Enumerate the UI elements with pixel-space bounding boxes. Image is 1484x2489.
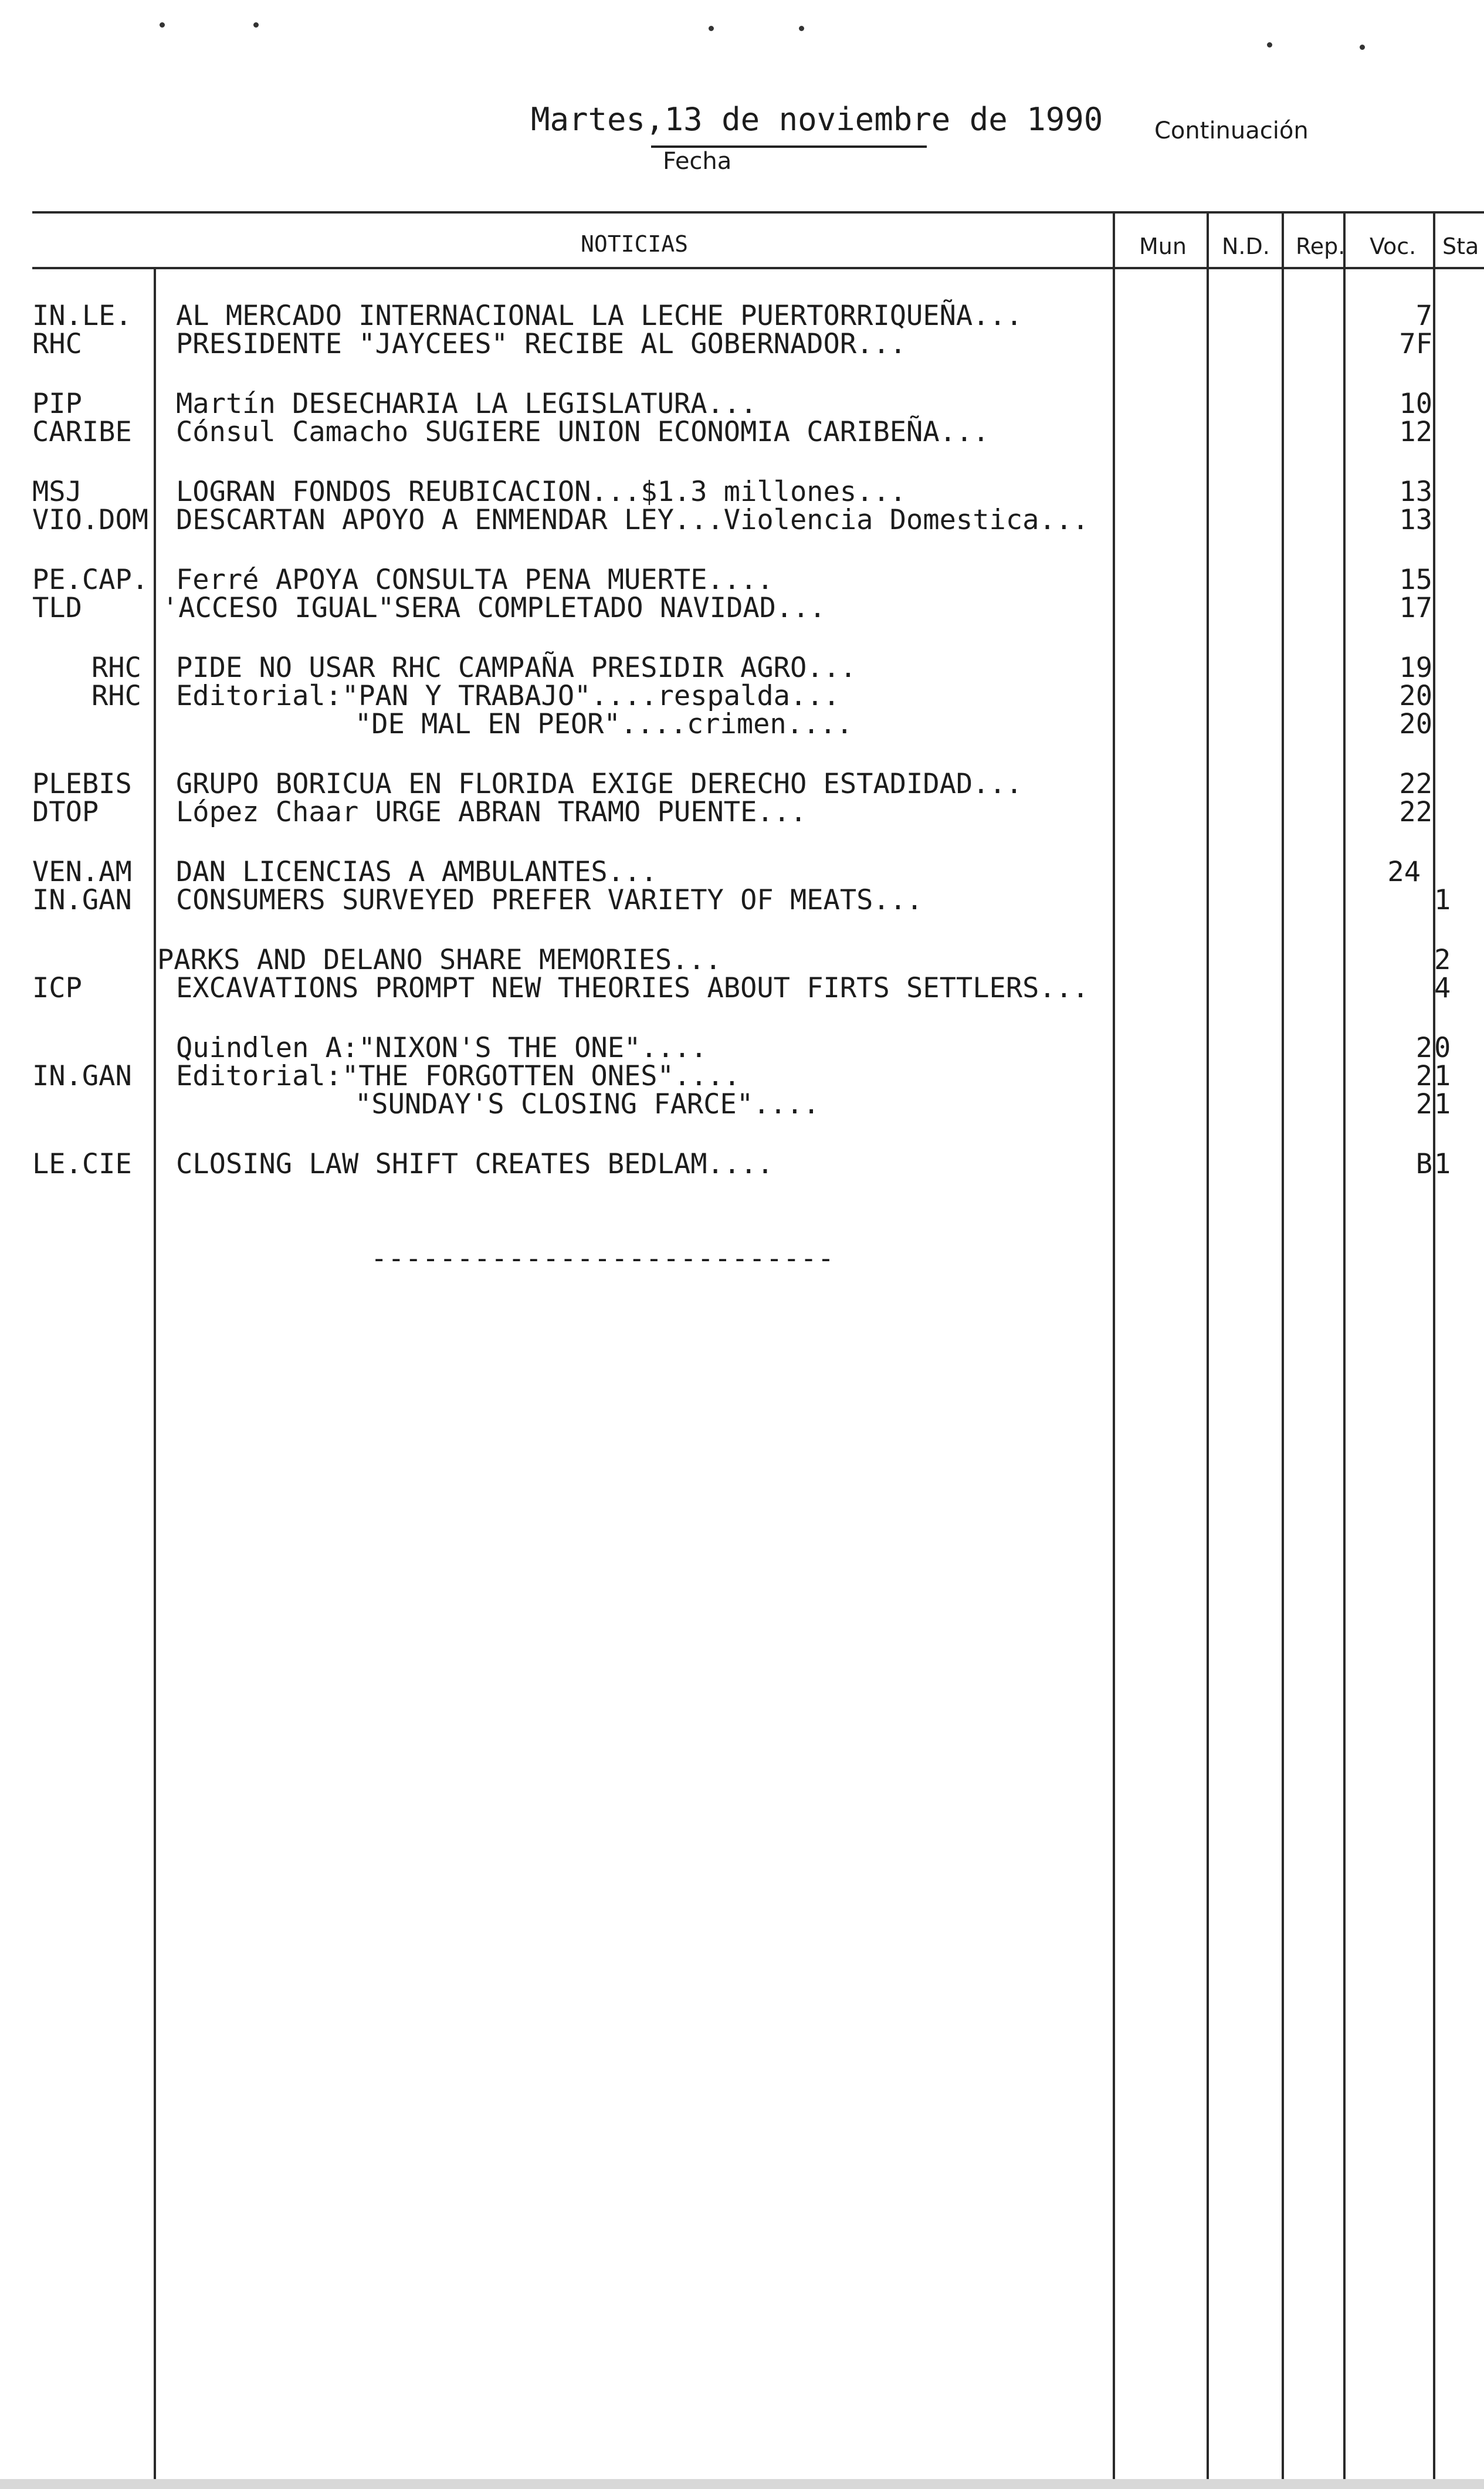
row-code: MSJ	[32, 476, 82, 508]
row-voc: 7	[1415, 300, 1432, 332]
row-title: Martín DESECHARIA LA LEGISLATURA...	[176, 388, 757, 420]
row-voc: 22	[1399, 768, 1432, 800]
row-voc: 20	[1399, 680, 1432, 712]
row-sta: 0	[1434, 1032, 1451, 1064]
table-header-rule	[32, 267, 1484, 269]
scan-speck	[1267, 42, 1272, 48]
row-code: PIP	[32, 388, 82, 420]
row-sta: 1	[1434, 1148, 1451, 1180]
row-voc: 7F	[1399, 328, 1432, 360]
row-voc: 13	[1399, 476, 1432, 508]
column-header-rep: Rep.	[1296, 233, 1346, 259]
row-sta: 1	[1434, 1088, 1451, 1120]
row-code: DTOP	[32, 796, 99, 828]
row-title: DESCARTAN APOYO A ENMENDAR LEY...Violencia Domestica...	[176, 504, 1089, 536]
row-sta: 1	[1434, 1060, 1451, 1092]
row-code: PLEBIS	[32, 768, 132, 800]
column-header-nd: N.D.	[1222, 233, 1270, 259]
row-code: VIO.DOM	[32, 504, 149, 536]
row-code: PE.CAP.	[32, 564, 149, 596]
row-title: PRESIDENTE "JAYCEES" RECIBE AL GOBERNADOR...	[176, 328, 907, 360]
row-title: Quindlen A:"NIXON'S THE ONE"....	[176, 1032, 707, 1064]
row-voc: 24	[1387, 856, 1421, 888]
date-heading: Martes,13 de noviembre de 1990	[531, 101, 1103, 138]
row-voc: 2	[1415, 1060, 1432, 1092]
row-title: CLOSING LAW SHIFT CREATES BEDLAM....	[176, 1148, 774, 1180]
row-sta: 1	[1434, 884, 1451, 916]
scan-speck	[1360, 45, 1365, 50]
row-title: GRUPO BORICUA EN FLORIDA EXIGE DERECHO ESTADIDAD...	[176, 768, 1023, 800]
row-code: RHC	[92, 680, 141, 712]
row-voc: 2	[1415, 1032, 1432, 1064]
row-code: RHC	[92, 652, 141, 684]
row-code: RHC	[32, 328, 82, 360]
continuacion-label: Continuación	[1154, 117, 1309, 144]
row-title: PARKS AND DELANO SHARE MEMORIES...	[157, 944, 722, 976]
row-code: ICP	[32, 972, 82, 1004]
row-title: López Chaar URGE ABRAN TRAMO PUENTE...	[176, 796, 807, 828]
row-voc: 12	[1399, 416, 1432, 448]
table-top-rule	[32, 211, 1484, 214]
separator-line: ---------------------------	[371, 1242, 835, 1275]
column-divider-code	[154, 269, 156, 2489]
row-title: 'ACCESO IGUAL"SERA COMPLETADO NAVIDAD...	[162, 592, 826, 624]
row-code: IN.GAN	[32, 884, 132, 916]
row-voc: 2	[1415, 1088, 1432, 1120]
row-title: EXCAVATIONS PROMPT NEW THEORIES ABOUT FIRTS SETTLERS...	[176, 972, 1089, 1004]
row-code: LE.CIE	[32, 1148, 132, 1180]
column-header-voc: Voc.	[1370, 233, 1417, 259]
row-title: "SUNDAY'S CLOSING FARCE"....	[355, 1088, 820, 1120]
row-voc: 19	[1399, 652, 1432, 684]
row-title: Cónsul Camacho SUGIERE UNION ECONOMIA CARIBEÑA...	[176, 416, 990, 448]
column-header-mun: Mun	[1139, 233, 1187, 259]
fecha-label: Fecha	[663, 148, 732, 175]
row-title: Editorial:"THE FORGOTTEN ONES"....	[176, 1060, 741, 1092]
row-voc: 17	[1399, 592, 1432, 624]
row-voc: 20	[1399, 708, 1432, 740]
scan-bottom-edge	[0, 2479, 1484, 2489]
scan-speck	[160, 22, 165, 28]
row-voc: 13	[1399, 504, 1432, 536]
column-divider-sta	[1433, 211, 1435, 2489]
column-divider-rep	[1282, 211, 1284, 2489]
row-title: PIDE NO USAR RHC CAMPAÑA PRESIDIR AGRO...	[176, 652, 857, 684]
row-title: Ferré APOYA CONSULTA PENA MUERTE....	[176, 564, 774, 596]
row-code: TLD	[32, 592, 82, 624]
row-voc: 22	[1399, 796, 1432, 828]
row-title: DAN LICENCIAS A AMBULANTES...	[176, 856, 658, 888]
row-sta: 4	[1434, 972, 1451, 1004]
row-sta: 2	[1434, 944, 1451, 976]
scan-speck	[799, 26, 804, 31]
row-voc: 10	[1399, 388, 1432, 420]
row-voc: 15	[1399, 564, 1432, 596]
row-title: Editorial:"PAN Y TRABAJO"....respalda...	[176, 680, 840, 712]
row-title: CONSUMERS SURVEYED PREFER VARIETY OF MEATS...	[176, 884, 923, 916]
row-code: CARIBE	[32, 416, 132, 448]
row-title: "DE MAL EN PEOR"....crimen....	[355, 708, 853, 740]
row-title: AL MERCADO INTERNACIONAL LA LECHE PUERTORRIQUEÑA...	[176, 300, 1023, 332]
scan-speck	[709, 26, 714, 31]
row-code: VEN.AM	[32, 856, 132, 888]
column-divider-nd	[1207, 211, 1209, 2489]
scan-speck	[253, 22, 259, 28]
row-voc: B	[1415, 1148, 1432, 1180]
column-divider-voc	[1343, 211, 1346, 2489]
row-code: IN.LE.	[32, 300, 132, 332]
column-header-sta: Sta	[1442, 233, 1479, 259]
row-title: LOGRAN FONDOS REUBICACION...$1.3 millones...	[176, 476, 907, 508]
row-code: IN.GAN	[32, 1060, 132, 1092]
column-divider-mun	[1113, 211, 1115, 2489]
column-header-noticias: NOTICIAS	[581, 231, 689, 257]
